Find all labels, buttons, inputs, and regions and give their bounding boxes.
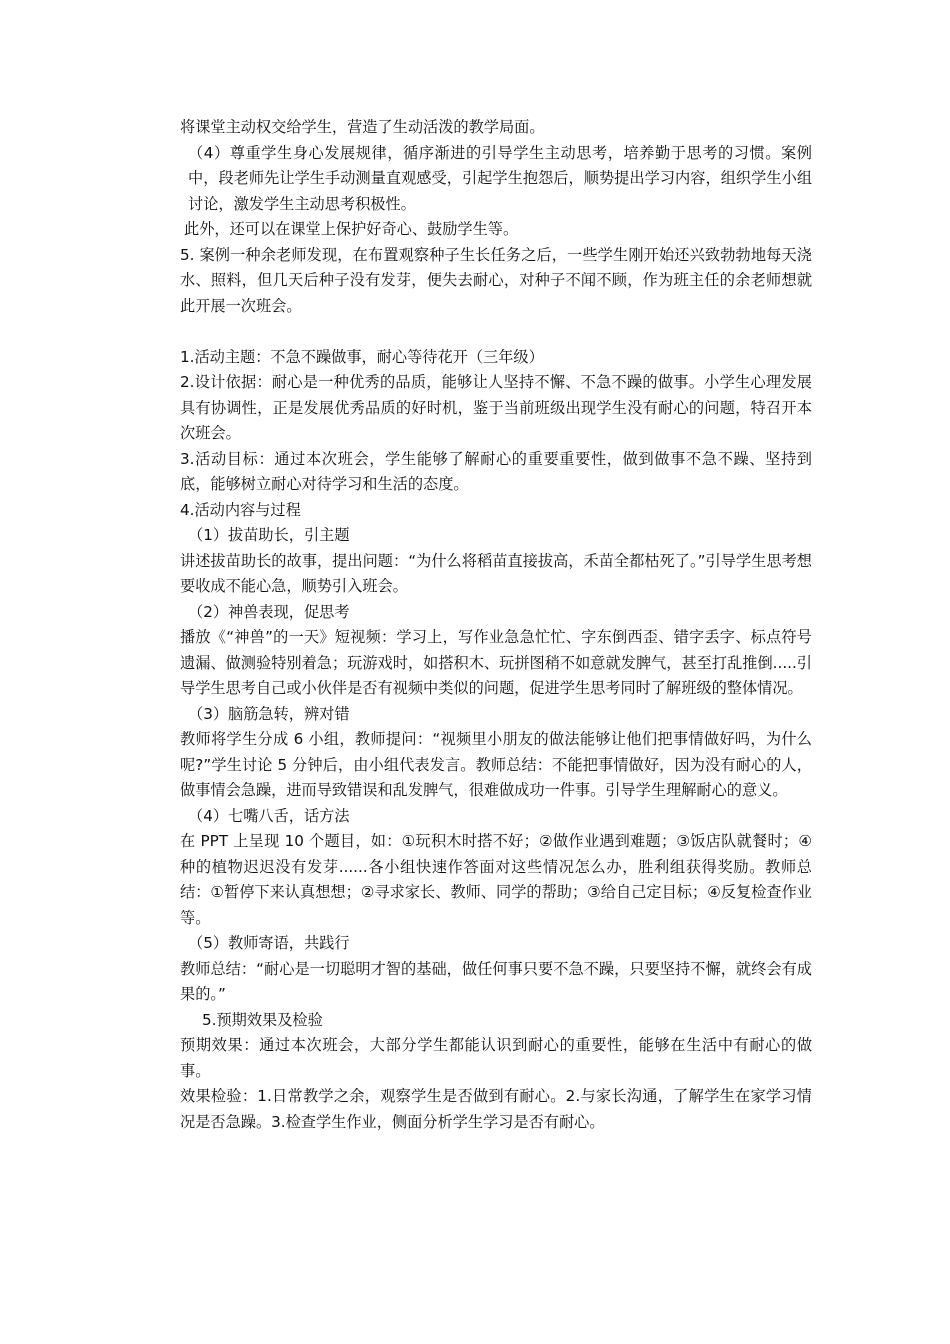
step-1-heading: （1）拔苗助长，引主题 bbox=[188, 526, 350, 544]
step-1-body: 讲述拔苗助长的故事，提出问题：“为什么将稻苗直接拔高，禾苗全都枯死了。”引导学生思考想要收成不能心急，顺势引入班会。 bbox=[180, 551, 812, 595]
activity-process-heading: 4.活动内容与过程 bbox=[180, 500, 301, 519]
paragraph-1: 将课堂主动权交给学生，营造了生动活泼的教学局面。 bbox=[180, 118, 545, 136]
activity-goal: 3.活动目标：通过本次班会，学生能够了解耐心的重要重要性，做到做事不急不躁、坚持到底，能够树立耐心对待学习和生活的态度。 bbox=[180, 449, 812, 493]
step-2-heading: （2）神兽表现，促思考 bbox=[188, 602, 350, 621]
expected-effect-heading: 5.预期效果及检验 bbox=[202, 1010, 323, 1029]
paragraph-3: 此外，还可以在课堂上保护好奇心、鼓励学生等。 bbox=[184, 220, 519, 238]
step-3-heading: （3）脑筋急转，辨对错 bbox=[188, 704, 350, 723]
step-4-body: 在 PPT 上呈现 10 个题目，如：①玩积木时搭不好；②做作业遇到难题；③饭店队就餐时；④种的植物迟迟没有发芽......各小组快速作答面对这些情况怎么办，胜利组获得奖励。教师总结：①暂停下来认真想想；②寻求家长、教师、同学的帮助；③给自己定目标；④反复检查作业等。 bbox=[180, 832, 812, 927]
step-4-heading: （4）七嘴八舌，话方法 bbox=[188, 806, 350, 825]
paragraph-4: 5. 案例一种余老师发现，在布置观察种子生长任务之后，一些学生刚开始还兴致勃勃地每天浇水、照料，但几天后种子没有发芽，便失去耐心，对种子不闻不顾，作为班主任的余老师想就此开展一次班会。 bbox=[180, 245, 812, 315]
expected-effect: 预期效果：通过本次班会，大部分学生都能认识到耐心的重要性，能够在生活中有耐心的做事。 bbox=[180, 1036, 812, 1080]
design-basis: 2.设计依据：耐心是一种优秀的品质，能够让人坚持不懈、不急不躁的做事。小学生心理发展具有协调性，正是发展优秀品质的好时机，鉴于当前班级出现学生没有耐心的问题，特召开本次班会。 bbox=[180, 373, 812, 442]
effect-check: 效果检验：1.日常教学之余，观察学生是否做到有耐心。2.与家长沟通，了解学生在家学习情况是否急躁。3.检查学生作业，侧面分析学生学习是否有耐心。 bbox=[180, 1087, 812, 1131]
document-body bbox=[180, 115, 812, 1135]
step-2-body: 播放《“神兽”的一天》短视频：学习上，写作业急急忙忙、字东倒西歪、错字丢字、标点符号遗漏、做测验特别着急；玩游戏时，如搭积木、玩拼图稍不如意就发脾气，甚至打乱推倒.....引导学生思考自己或小伙伴是否有视频中类似的问题，促进学生思考同时了解班级的整体情况。 bbox=[180, 628, 812, 697]
activity-theme: 1.活动主题：不急不躁做事，耐心等待花开（三年级） bbox=[180, 347, 544, 366]
blank-line bbox=[180, 319, 812, 345]
paragraph-2: （4）尊重学生身心发展规律，循序渐进的引导学生主动思考，培养勤于思考的习惯。案例中，段老师先让学生手动测量直观感受，引起学生抱怨后，顺势提出学习内容，组织学生小组讨论，激发学生主动思考积极性。 bbox=[188, 143, 812, 213]
step-5-heading: （5）教师寄语，共践行 bbox=[188, 934, 350, 952]
step-5-body: 教师总结：“耐心是一切聪明才智的基础，做任何事只要不急不躁，只要坚持不懈，就终会有成果的。” bbox=[180, 959, 812, 1003]
step-3-body: 教师将学生分成 6 小组，教师提问：“视频里小朋友的做法能够让他们把事情做好吗，为什么呢?”学生讨论 5 分钟后，由小组代表发言。教师总结：不能把事情做好，因为没有耐心的人，做事情会急躁，进而导致错误和乱发脾气，很难做成功一件事。引导学生理解耐心的意义。 bbox=[180, 730, 812, 799]
